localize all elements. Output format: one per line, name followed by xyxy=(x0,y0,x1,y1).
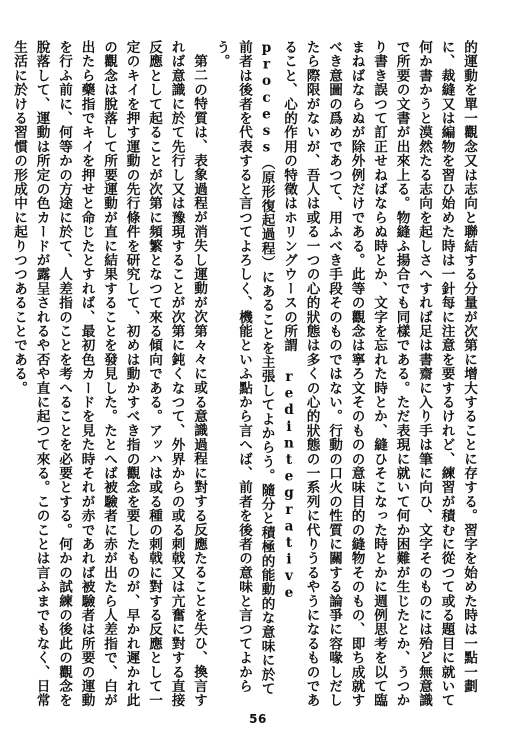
vertical-text-columns xyxy=(8,40,481,708)
paragraph-second-characteristic: 第二の特質は、表象過程が消失し運動が次第々々に或る意識過程に對する反應たることを失ひ、換言すれば意識に於て先行し又は豫現することが次第に鈍くなつて、外界からの或る刺戟又は亢奮に對する直接反應として起ることが次第に頻繁となつて來る傾向である。アッハは或る種の刺戟に對する反應として一定のキイを押す運動の先行條件を研究して、初めは動かすべき指の觀念を要したものが、早かれ遲かれ此の觀念は脫落して所要運動が直に結果することを發見した。たとへば被驗者に赤が出たら人差指で、白が出たら藥指でキイを押せと命じたとすれば、最初色カードを見た時それが赤であれば被驗者は所要の運動を行ふ前に、何等かの方途に於て、人差指のことを考へることを必要とする。何かの試練の後此の觀念を脫落して、運動は所定の色カードが露呈されるや否や直に起つて來る。このことは言ふまでもなく、日常生活に於ける習慣の形成中に起りつつあることである。 xyxy=(11,40,207,708)
page-number: 56 xyxy=(249,712,267,726)
body-text-block xyxy=(11,40,480,708)
paragraph-continued: 的運動を單一觀念又は志向と聯結する分量が次第に增大することに存する。習字を始めた時は一點一劃に、裁縫又は編物を習ひ始めた時は一針每に注意を要するけれど、練習が積むに從つて或る題目に就いて何か書かうと漠然たる志向を起しさへすれば足は書齋に入り手は筆に向ひ、文字そのものには殆ど無意識で所要の文書が出來上る。物縫ふ揚合でも同樣である。ただ表現に就いて何か困難が生じたとか、うつかり書き誤つて訂正せねばならぬ時とか、文字を忘れた時とか、縫ひそこなった時とかに週例思考を以て臨まねばならぬが除外例だけである。此等の觀念は寧ろ文そのものの意味目的の縫物そのもの、即ち成就すべき意圖の爲めであつて、用ふべき手段そのものではない。行動の口火の性質に關する論爭に容喙しだしたら際限がないが、吾人は或る一つの心的狀態は多くの心的狀態の一系列に代りうるやうになるものであること、心的作用の特徵はホリングウースの所謂 redintegrative process（原形復起過程）にあることを主張してよからう。隨分と積極的能動的な意味に於て前者は後者を代表すると言つてよろしく、機能といふ點から言へば、前者を後者の意味と言つてよからう。 xyxy=(213,40,477,708)
